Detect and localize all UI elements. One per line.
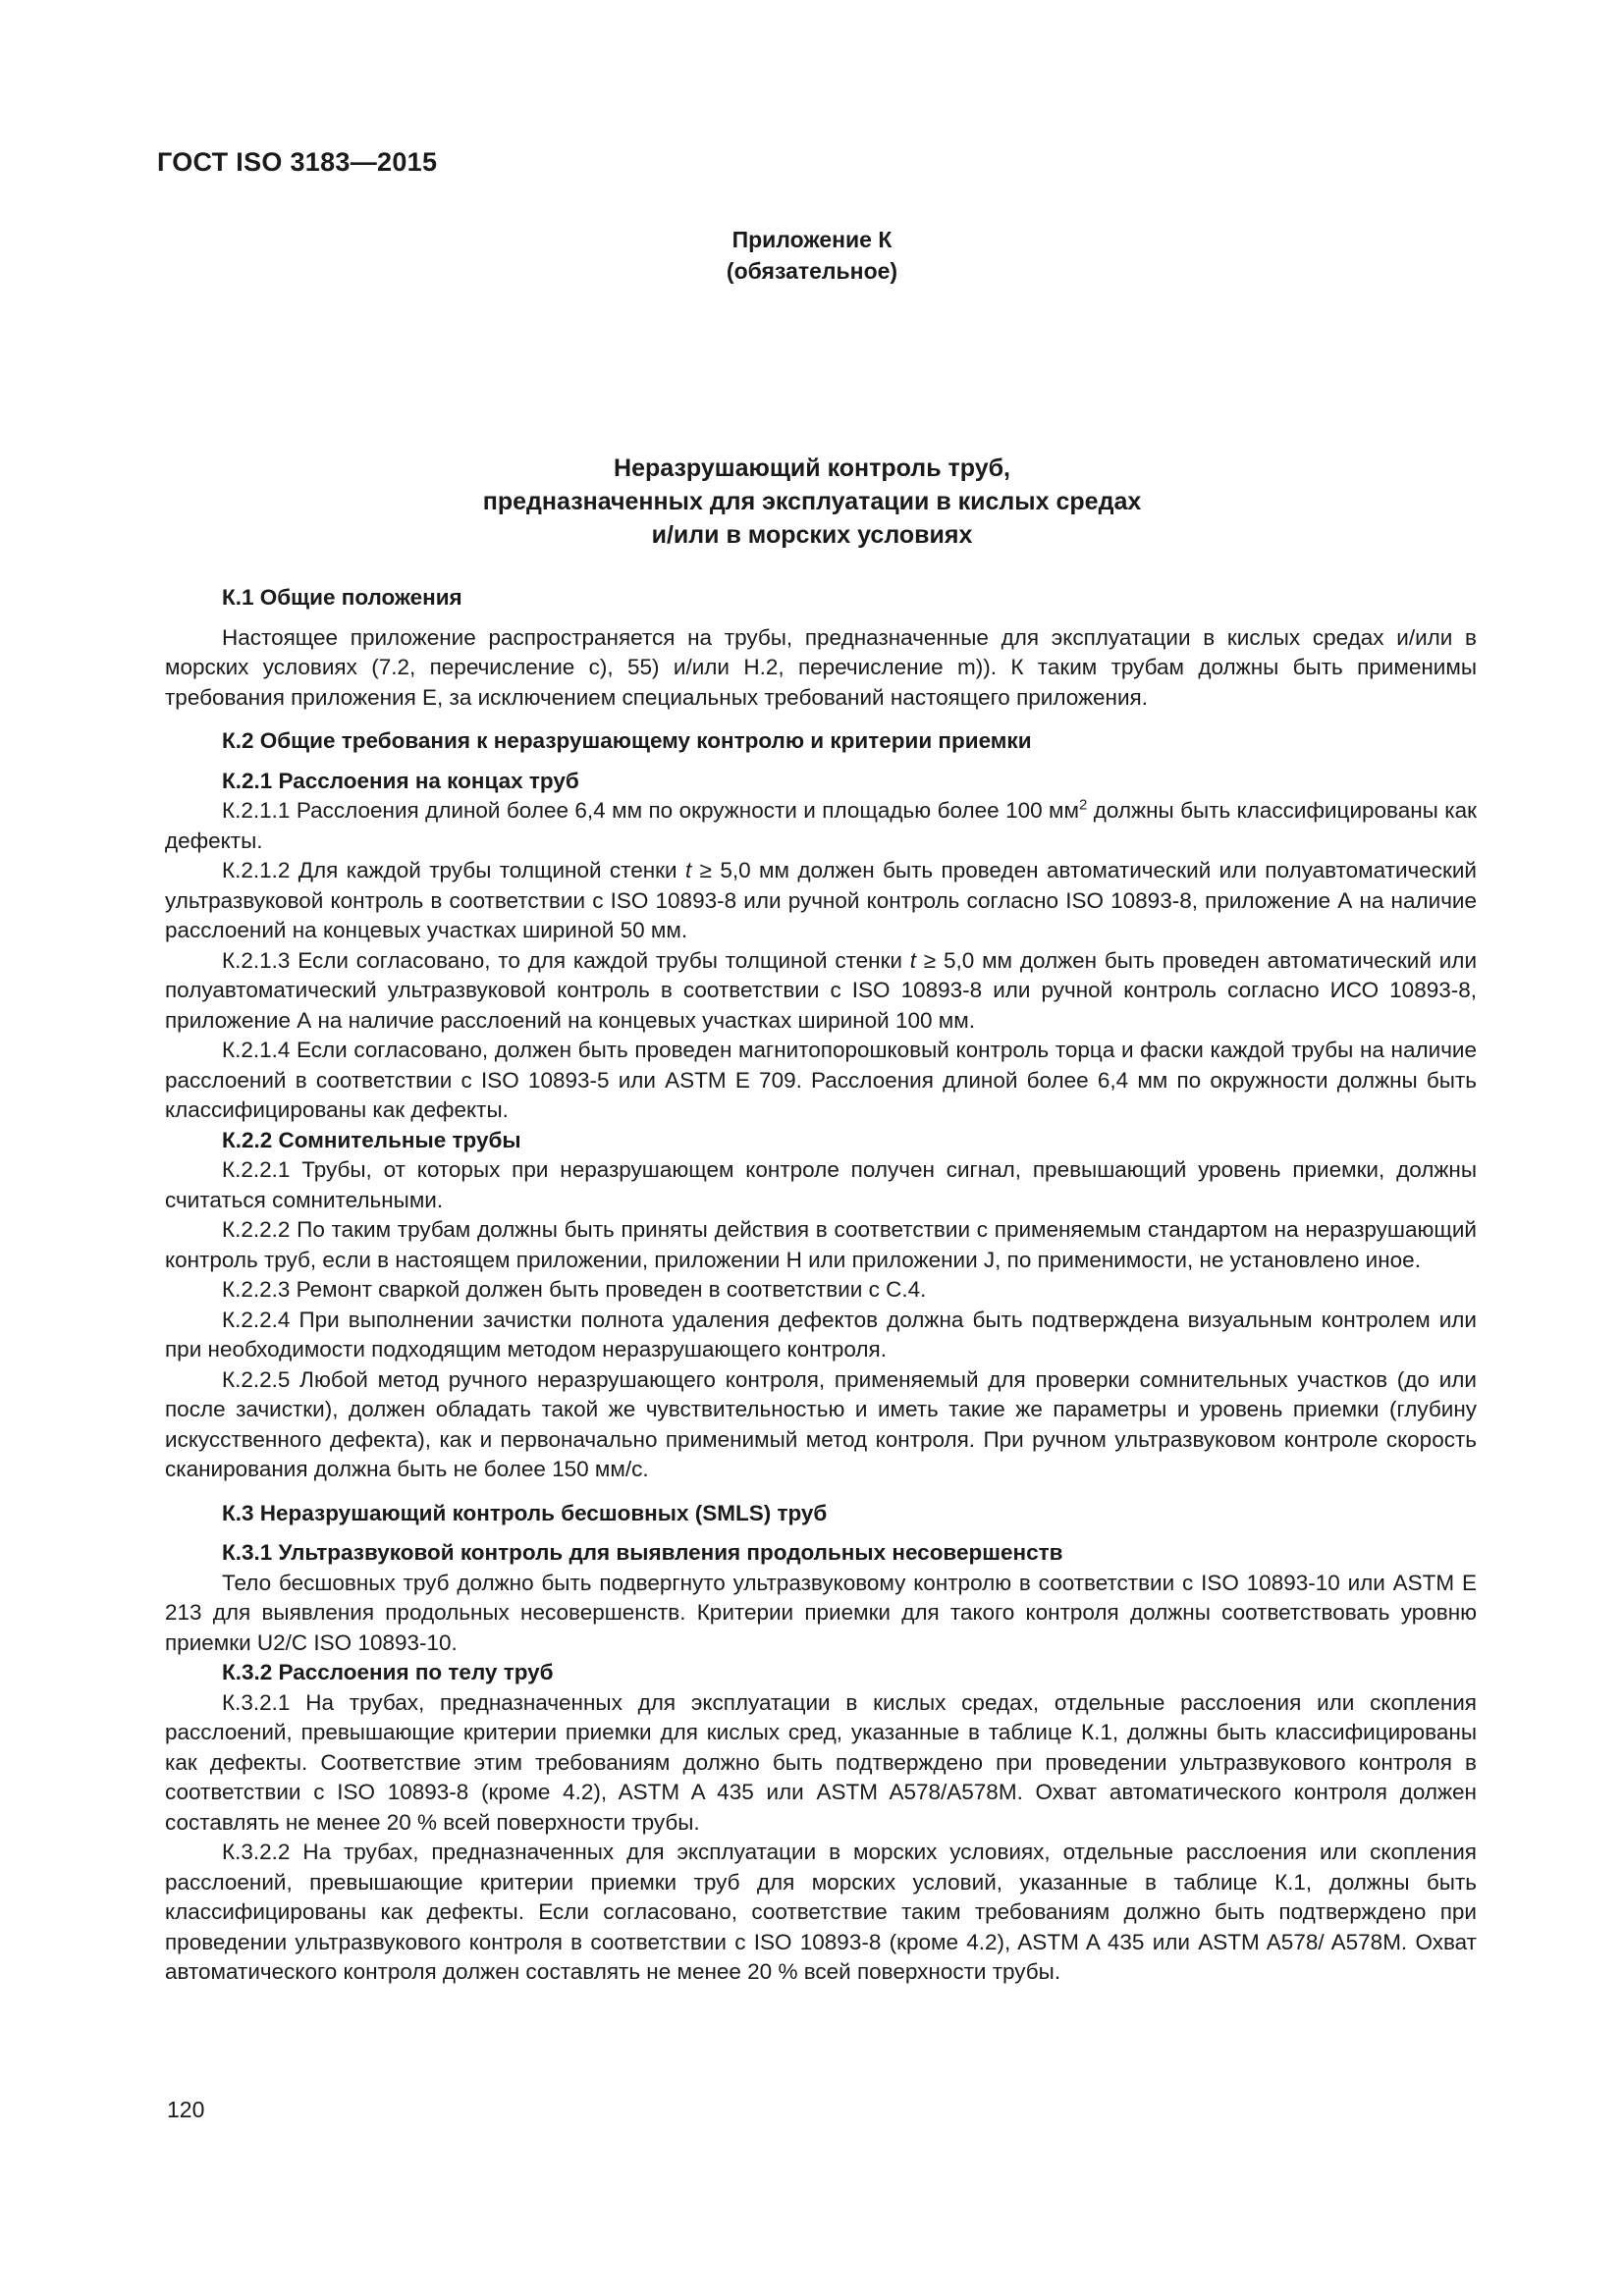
annex-status: (обязательное) [726,258,898,284]
title-line-2: предназначенных для эксплуатации в кислых средах [482,488,1142,515]
paragraph-k321: К.3.2.1 На трубах, предназначенных для эксплуатации в кислых средах, отдельные расслоения или скопления расслоений, превышающие критерии приемки для кислых сред, указанные в таблице К.1, должны быть классифицированы как дефекты. Соответствие этим требованиям должно быть подтверждено при проведении ультразвукового контроля в соответствии с ISO 10893-8 (кроме 4.2), ASTM A 435 или ASTM A578/A578M. Охват автоматического контроля должен составлять не менее 20 % всей поверхности трубы. [165,1689,1477,1835]
k211-text-a: К.2.1.1 Расслоения длиной более 6,4 мм по окружности и площадью более 100 мм [222,798,1079,823]
paragraph-k211 [165,796,1477,856]
paragraph-k213 [165,946,1477,1037]
paragraph-k214: К.2.1.4 Если согласовано, должен быть проведен магнитопорошковый контроль торца и фаски каждой трубы на наличие расслоений в соответствии с ISO 10893-5 или ASTM E 709. Расслоения длиной более 6,4 мм по окружности должны быть классифицированы как дефекты. [165,1038,1477,1122]
subsection-heading-k32: К.3.2 Расслоения по телу труб [222,1660,554,1684]
k212-text-a: К.2.1.2 Для каждой трубы толщиной стенки [222,858,685,882]
paragraph-k31: Тело бесшовных труб должно быть подвергнуто ультразвуковому контролю в соответствии с ISO 10893-10 или ASTM E 213 для выявления продольных несовершенств. Критерии приемки для такого контроля должны соответствовать уровню приемки U2/C ISO 10893-10. [165,1570,1477,1655]
section-heading-k1: К.1 Общие положения [222,585,462,610]
annex-title [0,452,1624,552]
section-heading-k2: К.2 Общие требования к неразрушающему контролю и критерии приемки [222,728,1032,753]
subsection-heading-k21: К.2.1 Расслоения на концах труб [222,768,579,793]
paragraph-k225: К.2.2.5 Любой метод ручного неразрушающего контроля, применяемый для проверки сомнительных участков (до или после зачистки), должен обладать такой же чувствительностью и иметь такие же параметры и уровень приемки (глубину искусственного дефекта), как и первоначально применимый метод контроля. При ручном ультразвуковом контроле скорость сканирования должна быть не более 150 мм/с. [165,1366,1477,1481]
k211-superscript: 2 [1079,796,1088,814]
k212-text-b: ≥ 5,0 мм должен быть проведен автоматический или полуавтоматический ультразвуковой контроль в соответствии с ISO 10893-8 или ручной контроль согласно ISO 10893-8, приложение А на наличие расслоений на концевых участках шириной 50 мм. [165,858,1477,942]
k213-text-b: ≥ 5,0 мм должен быть проведен автоматический или полуавтоматический ультразвуковой контроль в соответствии с ISO 10893-8 или ручной контроль согласно ИСО 10893-8, приложение А на наличие расслоений на концевых участках шириной 100 мм. [165,947,1478,1033]
annex-heading [0,224,1624,287]
title-line-1: Неразрушающий контроль труб, [614,454,1010,482]
k213-text-a: К.2.1.3 Если согласовано, то для каждой трубы толщиной стенки [222,947,910,973]
k213-variable: t [909,947,917,973]
paragraph-k1: Настоящее приложение распространяется на трубы, предназначенные для эксплуатации в кислых средах и/или в морских условиях (7.2, перечисление с), 55) и/или Н.2, перечисление m)). К таким трубам должны быть применимы требования приложения Е, за исключением специальных требований настоящего приложения. [165,624,1477,710]
paragraph-k224: К.2.2.4 При выполнении зачистки полнота удаления дефектов должна быть подтверждена визуальным контролем или при необходимости подходящим методом неразрушающего контроля. [165,1307,1477,1362]
paragraph-k322: К.3.2.2 На трубах, предназначенных для эксплуатации в морских условиях, отдельные расслоения или скопления расслоений, превышающие критерии приемки труб для морских условий, указанные в таблице К.1, должны быть классифицированы как дефекты. Если согласовано, соответствие таким требованиям должно быть подтверждено при проведении ультразвукового контроля в соответствии с ISO 10893-8 (кроме 4.2), ASTM A 435 или ASTM A578/ A578M. Охват автоматического контроля должен составлять не менее 20 % всей поверхности трубы. [165,1840,1477,1984]
k212-variable: t [684,858,692,882]
k211-text-b: должны быть классифицированы как дефекты. [165,798,1477,853]
paragraph-k221: К.2.2.1 Трубы, от которых при неразрушающем контроле получен сигнал, превышающий уровень приемки, должны считаться сомнительными. [165,1157,1477,1212]
document-header: ГОСТ ISO 3183—2015 [157,147,438,177]
subsection-heading-k31: К.3.1 Ультразвуковой контроль для выявления продольных несовершенств [222,1540,1063,1565]
paragraph-k222: К.2.2.2 По таким трубам должны быть приняты действия в соответствии с применяемым стандартом на неразрушающий контроль труб, если в настоящем приложении, приложении Н или приложении J, по применимости, не установлено иное. [165,1217,1477,1272]
document-body [165,583,1477,1988]
section-heading-k3: К.3 Неразрушающий контроль бесшовных (SMLS) труб [222,1500,828,1525]
title-line-3: и/или в морских условиях [651,521,973,549]
page-number: 120 [167,2097,205,2122]
paragraph-k212 [165,856,1477,946]
paragraph-k223: К.2.2.3 Ремонт сваркой должен быть проведен в соответствии с С.4. [222,1277,927,1302]
annex-label: Приложение К [731,227,893,252]
subsection-heading-k22: К.2.2 Сомнительные трубы [222,1127,521,1152]
